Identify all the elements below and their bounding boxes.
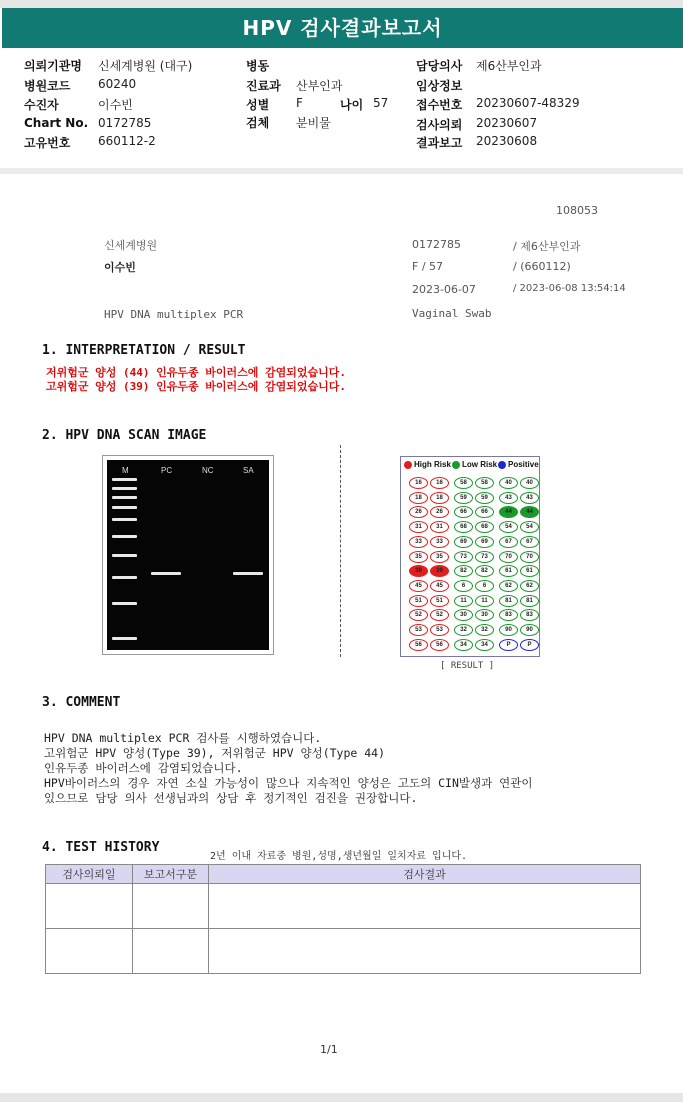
low-risk-dot-icon [452,461,460,469]
receipt-label: 접수번호 [416,98,463,112]
sa-band [233,572,263,575]
marker-band [112,576,137,579]
chip-cell: 90 [520,624,539,636]
report-id: 108053 [556,204,598,217]
chip-cell: 61 [520,565,539,577]
header-specimen: Vaginal Swab [412,307,492,320]
chip-cell: 33 [430,536,449,548]
chip-cell: 68 [454,521,473,533]
history-header-row [46,865,641,884]
dept-value: 산부인과 [296,79,343,93]
chip-cell: 70 [499,551,518,563]
header-patient: 이수빈 [104,261,136,274]
clinical-label: 임상정보 [416,79,463,93]
age-value: 57 [373,96,389,110]
marker-band [112,487,137,490]
institution-value: 신세계병원 (대구) [98,59,193,73]
chip-cell: 69 [454,536,473,548]
top-bar [0,0,683,8]
pc-band [151,572,181,575]
chip-cell: 45 [430,580,449,592]
chip-cell: 32 [454,624,473,636]
chip-cell: 16 [430,477,449,489]
chip-cell: 68 [475,521,494,533]
chip-cell: 51 [430,595,449,607]
comment-line: 인유두종 바이러스에 감염되었습니다. [44,761,243,775]
result-line: 고위험군 양성 (39) 인유두종 바이러스에 감염되었습니다. [46,380,346,393]
hpv-chip [400,456,540,657]
chip-cell: 73 [454,551,473,563]
chip-cell: 81 [520,595,539,607]
request-value: 20230607 [476,116,538,130]
chip-cell: 54 [520,521,539,533]
marker-band [112,637,137,640]
chip-cell: 40 [499,477,518,489]
marker-band [112,478,137,481]
sex-label: 성별 [246,98,270,112]
section-title-history: 4. TEST HISTORY [42,840,160,855]
header-chart: 0172785 [412,238,461,251]
doctor-value: 제6산부인과 [476,59,542,73]
chip-cell: 39 [409,565,428,577]
dept-label: 진료과 [246,79,281,93]
chip-cell: 73 [475,551,494,563]
result-line: 저위험군 양성 (44) 인유두종 바이러스에 감염되었습니다. [46,366,346,379]
chip-cell: P [520,639,539,651]
chip-cell: 70 [520,551,539,563]
table-row [46,884,641,929]
section-title-comment: 3. COMMENT [42,695,121,710]
comment-line: 있으므로 담당 의사 선생님과의 상담 후 정기적인 검진을 권장합니다. [44,791,418,805]
lane-label: NC [202,466,214,475]
chip-cell: 53 [430,624,449,636]
chip-cell: P [499,639,518,651]
chip-cell: 56 [409,639,428,651]
patient-info [0,52,683,168]
chip-cell: 82 [454,565,473,577]
chip-cell: 6 [475,580,494,592]
chip-cell: 66 [475,506,494,518]
header-test: HPV DNA multiplex PCR [104,308,244,321]
marker-band [112,554,137,557]
receipt-value: 20230607-48329 [476,96,580,110]
chip-cell: 52 [409,609,428,621]
marker-band [112,496,137,499]
chart-value: 0172785 [98,116,152,130]
chip-cell: 26 [409,506,428,518]
chip-cell: 40 [520,477,539,489]
chip-cell: 11 [454,595,473,607]
sex-value: F [296,96,303,110]
chip-cell: 18 [430,492,449,504]
chip-cell: 34 [454,639,473,651]
column-header: 보고서구분 [133,865,209,884]
specimen-value: 분비물 [296,116,331,130]
legend-low-risk: Low Risk [462,460,498,469]
image-separator [340,445,341,657]
bottom-bar [0,1093,683,1102]
history-table [45,864,641,974]
chip-cell: 59 [454,492,473,504]
chip-cell: 81 [499,595,518,607]
report-label: 결과보고 [416,136,463,150]
institution-label: 의뢰기관명 [24,59,82,73]
chip-cell: 82 [475,565,494,577]
history-note: 2년 이내 자료중 병원,성명,생년월일 일치자료 입니다. [210,851,468,862]
chip-cell: 58 [454,477,473,489]
patient-label: 수진자 [24,98,59,112]
comment-line: HPV바이러스의 경우 자연 소실 가능성이 많으나 지속적인 양성은 고도의 CIN발생과 연관이 [44,776,533,790]
code-value: 60240 [98,77,137,91]
chip-cell: 44 [499,506,518,518]
chip-cell: 35 [409,551,428,563]
positive-dot-icon [498,461,506,469]
age-label: 나이 [340,98,364,112]
chip-cell: 11 [475,595,494,607]
chip-cell: 30 [475,609,494,621]
code-label: 병원코드 [24,79,71,93]
comment-line: HPV DNA multiplex PCR 검사를 시행하였습니다. [44,731,322,745]
section-divider [0,168,683,174]
chip-cell: 30 [454,609,473,621]
chart-label: Chart No. [24,116,89,130]
chip-cell: 67 [499,536,518,548]
high-risk-dot-icon [404,461,412,469]
request-label: 검사의뢰 [416,118,463,132]
lane-label: PC [161,466,173,475]
marker-band [112,602,137,605]
chip-cell: 31 [430,521,449,533]
lane-label: M [122,466,129,475]
chip-cell: 39 [430,565,449,577]
chip-cell: 90 [499,624,518,636]
chip-cell: 83 [499,609,518,621]
chip-cell: 51 [409,595,428,607]
section-title-scan: 2. HPV DNA SCAN IMAGE [42,428,207,443]
chip-cell: 31 [409,521,428,533]
lane-label: SA [243,466,254,475]
comment-line: 고위험군 HPV 양성(Type 39), 저위험군 HPV 양성(Type 44) [44,746,386,760]
gel-background [107,460,269,650]
gel-image [102,455,274,655]
chip-cell: 32 [475,624,494,636]
chip-cell: 44 [520,506,539,518]
header-hospital: 신세계병원 [104,239,158,252]
table-row [46,929,641,974]
chip-cell: 43 [520,492,539,504]
chip-cell: 45 [409,580,428,592]
legend-high-risk: High Risk [414,460,451,469]
ward-label: 병동 [246,59,270,73]
chip-cell: 66 [454,506,473,518]
column-header: 검사의뢰일 [46,865,133,884]
report-title: HPV 검사결과보고서 [2,8,683,48]
section-title-result: 1. INTERPRETATION / RESULT [42,343,246,358]
header-sexage: F / 57 [412,260,444,273]
header-dept: / 제6산부인과 [513,240,581,253]
chip-cell: 62 [499,580,518,592]
chip-cell: 33 [409,536,428,548]
chip-cell: 54 [499,521,518,533]
legend-positive: Positive [508,460,539,469]
chip-cell: 83 [520,609,539,621]
chip-cell: 62 [520,580,539,592]
chip-cell: 52 [430,609,449,621]
chip-cell: 61 [499,565,518,577]
chip-cell: 53 [409,624,428,636]
patient-value: 이수빈 [98,98,133,112]
chip-cell: 56 [430,639,449,651]
result-caption: [ RESULT ] [440,661,495,671]
report-value: 20230608 [476,134,538,148]
unique-value: 660112-2 [98,134,156,148]
marker-band [112,518,137,521]
header-date: 2023-06-07 [412,283,476,296]
column-header: 검사결과 [209,865,641,884]
marker-band [112,506,137,509]
chip-cell: 69 [475,536,494,548]
chip-cell: 16 [409,477,428,489]
header-birth: / (660112) [513,260,571,273]
chip-cell: 18 [409,492,428,504]
doctor-label: 담당의사 [416,59,463,73]
chip-cell: 26 [430,506,449,518]
unique-label: 고유번호 [24,136,71,150]
chip-cell: 6 [454,580,473,592]
page-number: 1/1 [320,1043,338,1056]
chip-cell: 34 [475,639,494,651]
marker-band [112,535,137,538]
chip-cell: 35 [430,551,449,563]
chip-cell: 58 [475,477,494,489]
header-report-time: / 2023-06-08 13:54:14 [513,283,626,294]
chip-cell: 67 [520,536,539,548]
chip-cell: 43 [499,492,518,504]
chip-cell: 59 [475,492,494,504]
specimen-label: 검체 [246,116,270,130]
